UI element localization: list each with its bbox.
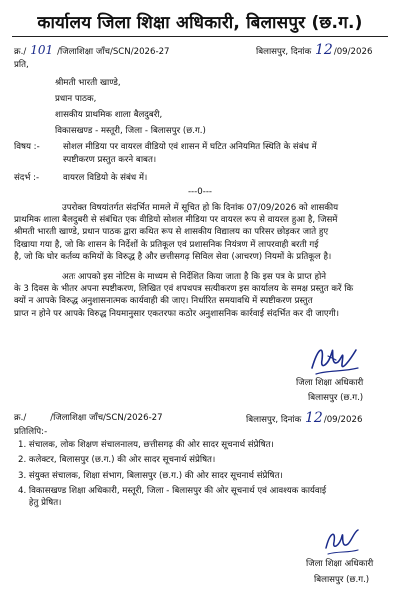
copy-signatory-officer: जिला शिक्षा अधिकारी	[306, 559, 374, 569]
signature-image	[322, 524, 362, 558]
signature-image	[308, 338, 362, 380]
copy-item: 1. संचालक, लोक शिक्षण संचालनालय, छत्तीसगढ़ की ओर सादर सूचनार्थ संप्रेषित।	[18, 440, 274, 450]
date-line	[256, 44, 372, 58]
copy-item: 3. संयुक्त संचालक, शिक्षा संभाग, बिलासपुर (छ.ग.) की ओर सादर सूचनार्थ संप्रेषित।	[18, 470, 283, 481]
date-rest: /09/2026	[333, 47, 373, 57]
subject-label: विषय :-	[14, 142, 40, 152]
body-paragraph-2	[14, 271, 386, 320]
date-day-handwritten: 12	[314, 42, 333, 58]
para1-line: है, जो कि घोर कर्तव्य कमियों के विरुद्ध है और छत्तीसगढ़ सिविल सेवा (आचरण) नियमों के प्रतिकूल है।	[14, 251, 332, 262]
signatory-officer: जिला शिक्षा अधिकारी	[296, 378, 364, 388]
copy-place-date-label: बिलासपुर, दिनांक	[246, 415, 302, 425]
signatory-place: बिलासपुर (छ.ग.)	[308, 393, 364, 403]
separator: ---0---	[187, 187, 213, 197]
copy-signatory-place: बिलासपुर (छ.ग.)	[314, 575, 370, 585]
reference-text: वायरल विडियो के संबंध में।	[63, 173, 148, 183]
office-title: कार्यालय जिला शिक्षा अधिकारी, बिलासपुर (छ.ग.)	[37, 13, 363, 33]
place-date-label: बिलासपुर, दिनांक	[256, 47, 312, 57]
para2-line: के 3 दिवस के भीतर अपना स्पष्टीकरण, लिखित एवं शपथपत्र सत्यीकरण इस कार्यालय के समक्ष प्रस्तुत करें कि	[14, 284, 354, 295]
para1-line: प्राथमिक शाला बैलदुबरी से संबंधित एक वीडियो सोशल मीडिया पर वायरल रूप से वायरल हुआ है, जिसमें	[14, 215, 338, 226]
header-divider	[12, 36, 388, 37]
subject-line-2: स्पष्टीकरण प्रस्तुत करने बाबत।	[63, 155, 157, 165]
addressee-name: श्रीमती भारती खाण्डे,	[55, 78, 121, 88]
para1-line: उपरोक्त विषयांतर्गत संदर्भित मामले में सूचित हो कि दिनांक 07/09/2026 को शासकीय	[62, 203, 339, 213]
para2-line: क्यों न आपके विरुद्ध अनुशासनात्मक कार्यवाही की जाए। निर्धारित समयावधि में स्पष्टीकरण प्रस्तुत	[14, 296, 313, 307]
reference-label: संदर्भ :-	[14, 173, 40, 183]
copy-date-rest: /09/2026	[323, 415, 363, 425]
copy-date-line	[246, 412, 362, 426]
addressee-school: शासकीय प्राथमिक शाला बैलदुबरी,	[55, 110, 163, 120]
prati-label: प्रति,	[14, 60, 29, 70]
copy-label: प्रतिलिपि:-	[14, 427, 48, 437]
ref-line	[14, 44, 170, 58]
copy-item: 4. विकासखण्ड शिक्षा अधिकारी, मस्तूरी, जिला - बिलासपुर की ओर सूचनार्थ एवं आवश्यक कार्यवाई	[18, 485, 327, 496]
addressee-designation: प्रधान पाठक,	[55, 94, 97, 104]
copy-ref-prefix: क्र./	[14, 413, 27, 423]
para2-line: प्राप्त न होने पर आपके विरुद्ध नियमानुसार एकतरफा कठोर अनुशासनिक कार्रवाई संदर्भित कर दी जाएगी।	[14, 308, 340, 319]
copy-ref-line	[14, 412, 163, 424]
ref-number-handwritten: 101	[30, 43, 54, 57]
para1-line: श्रीमती भारती खाण्डे, प्रधान पाठक द्वारा कथित रूप से शासकीय विद्यालय का परिसर छोड़कर जाते हुए	[14, 227, 329, 238]
ref-suffix: /जिलाशिक्षा जाँच/SCN/2026-27	[57, 47, 170, 57]
body-paragraph-1	[14, 202, 386, 263]
para2-line: अतः आपको इस नोटिस के माध्यम से निर्देशित किया जाता है कि इस पत्र के प्राप्त होने	[62, 272, 327, 282]
subject-line-1: सोशल मीडिया पर वायरल वीडियो एवं शासन में घटित अनियमित स्थिति के संबंध में	[63, 142, 317, 152]
copy-item: हेतु प्रेषित।	[18, 498, 62, 509]
para1-line: दिखाया गया है, जो कि शासन के निर्देशों के प्रतिकूल एवं प्रशासनिक नियंत्रण में लापरवाही बरती गई	[14, 239, 319, 250]
copy-list	[18, 439, 390, 509]
copy-date-day-handwritten: 12	[304, 410, 323, 426]
addressee-block: विकासखण्ड - मस्तूरी, जिला - बिलासपुर (छ.ग.)	[55, 126, 206, 136]
copy-item: 2. कलेक्टर, बिलासपुर (छ.ग.) की ओर सादर सूचनार्थ संप्रेषित।	[18, 455, 216, 466]
ref-prefix: क्र./	[14, 47, 27, 57]
copy-ref-suffix: /जिलाशिक्षा जाँच/SCN/2026-27	[50, 413, 163, 423]
